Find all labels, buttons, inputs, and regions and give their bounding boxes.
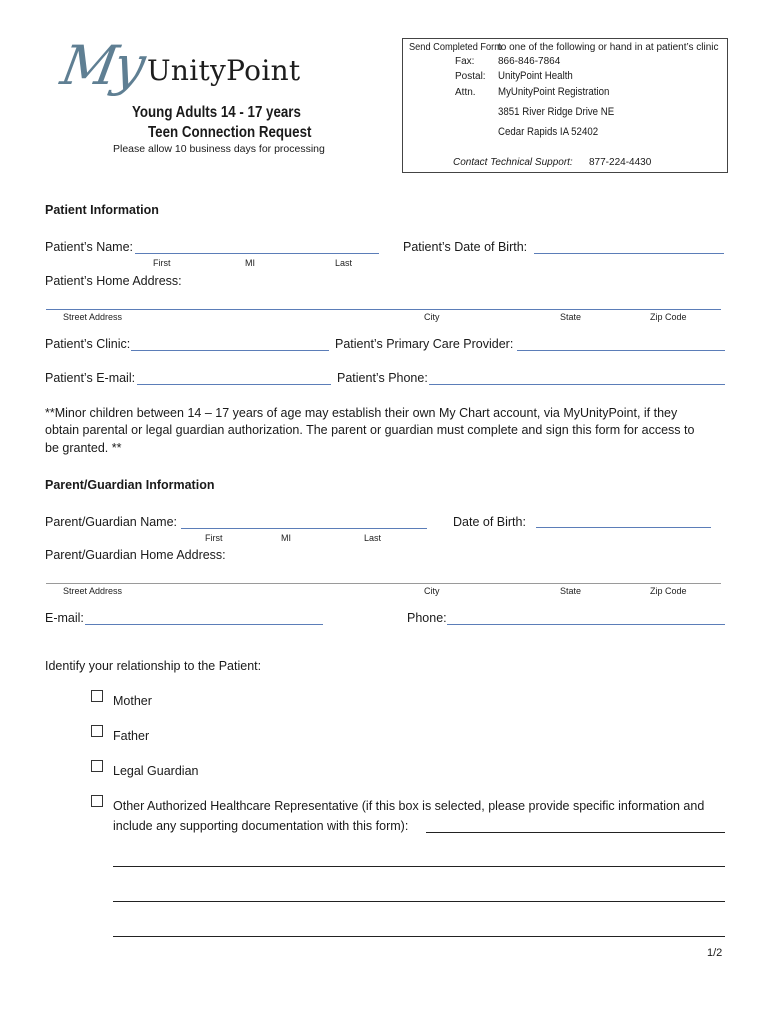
father-checkbox[interactable]: [91, 725, 103, 737]
mi-caption: MI: [245, 258, 255, 268]
zip-caption: Zip Code: [650, 312, 687, 322]
guardian-first-caption: First: [205, 533, 223, 543]
fax-label: Fax:: [455, 56, 475, 67]
support-phone: 877-224-4430: [589, 157, 652, 168]
guardian-email-field[interactable]: [85, 624, 323, 625]
other-info-field-3[interactable]: [113, 901, 725, 902]
fax-value: 866-846-7864: [498, 56, 561, 67]
city-caption: City: [424, 312, 440, 322]
patient-email-field[interactable]: [137, 384, 331, 385]
address-line-1: 3851 River Ridge Drive NE: [498, 106, 615, 118]
patient-dob-field[interactable]: [534, 253, 724, 254]
guardian-phone-label: Phone:: [407, 611, 447, 625]
patient-pcp-field[interactable]: [517, 350, 725, 351]
send-box-header-a: Send Completed Form: [409, 41, 502, 53]
other-info-field-4[interactable]: [113, 936, 725, 937]
legal-guardian-option-label: Legal Guardian: [113, 764, 199, 778]
minor-note-line-3: be granted. **: [45, 441, 122, 455]
minor-note-line-2: obtain parental or legal guardian authorization. The parent or guardian must complete and sign this form for access to: [45, 423, 695, 437]
guardian-address-field[interactable]: [46, 583, 721, 584]
other-info-field-1[interactable]: [426, 832, 725, 833]
patient-name-label: Patient’s Name:: [45, 240, 134, 254]
support-label: Contact Technical Support:: [453, 157, 573, 168]
patient-dob-label: Patient’s Date of Birth:: [403, 240, 528, 254]
guardian-dob-label: Date of Birth:: [453, 515, 526, 529]
postal-label: Postal:: [455, 71, 486, 82]
guardian-home-address-label: Parent/Guardian Home Address:: [45, 548, 226, 562]
other-representative-checkbox[interactable]: [91, 795, 103, 807]
patient-pcp-label: Patient’s Primary Care Provider:: [335, 337, 514, 351]
processing-note: Please allow 10 business days for processing: [113, 143, 325, 155]
patient-address-field[interactable]: [46, 309, 721, 310]
logo-my: My: [56, 34, 148, 97]
patient-phone-field[interactable]: [429, 384, 725, 385]
guardian-mi-caption: MI: [281, 533, 291, 543]
state-caption: State: [560, 312, 582, 322]
patient-info-heading: Patient Information: [45, 203, 159, 217]
relationship-prompt: Identify your relationship to the Patient:: [45, 659, 262, 673]
other-option-label-line-1: Other Authorized Healthcare Representative (if this box is selected, please provide specific information and: [113, 799, 705, 813]
guardian-state-caption: State: [560, 586, 582, 596]
guardian-zip-caption: Zip Code: [650, 586, 687, 596]
guardian-info-heading: Parent/Guardian Information: [45, 478, 215, 492]
guardian-name-label: Parent/Guardian Name:: [45, 515, 178, 529]
send-completed-form-box: [402, 38, 728, 173]
legal-guardian-checkbox[interactable]: [91, 760, 103, 772]
guardian-last-caption: Last: [364, 533, 382, 543]
patient-email-label: Patient’s E-mail:: [45, 371, 136, 385]
guardian-city-caption: City: [424, 586, 440, 596]
mother-checkbox[interactable]: [91, 690, 103, 702]
street-caption: Street Address: [63, 312, 123, 322]
attn-label: Attn.: [455, 87, 476, 98]
attn-value: MyUnityPoint Registration: [498, 86, 610, 98]
first-caption: First: [153, 258, 171, 268]
minor-note-line-1: **Minor children between 14 – 17 years of age may establish their own My Chart account, via MyUnityPoint, if they: [45, 406, 678, 420]
form-title-audience: Young Adults 14 - 17 years: [132, 104, 301, 121]
postal-value: UnityPoint Health: [498, 70, 573, 82]
last-caption: Last: [335, 258, 353, 268]
other-option-label-line-2: include any supporting documentation with this form):: [113, 819, 409, 833]
patient-name-field[interactable]: [135, 253, 379, 254]
send-box-header-b: to one of the following or hand in at patient’s clinic: [498, 42, 719, 53]
guardian-dob-field[interactable]: [536, 527, 711, 528]
patient-phone-label: Patient’s Phone:: [337, 371, 428, 385]
page-number: 1/2: [707, 947, 723, 959]
guardian-street-caption: Street Address: [63, 586, 123, 596]
patient-clinic-field[interactable]: [131, 350, 329, 351]
other-info-field-2[interactable]: [113, 866, 725, 867]
patient-home-address-label: Patient’s Home Address:: [45, 274, 182, 288]
guardian-name-field[interactable]: [181, 528, 427, 529]
patient-clinic-label: Patient’s Clinic:: [45, 337, 131, 351]
address-line-2: Cedar Rapids IA 52402: [498, 126, 599, 138]
guardian-email-label: E-mail:: [45, 611, 84, 625]
mother-option-label: Mother: [113, 694, 152, 708]
form-title: Teen Connection Request: [148, 124, 312, 141]
logo-unitypoint: UnityPoint: [147, 54, 301, 87]
father-option-label: Father: [113, 729, 150, 743]
guardian-phone-field[interactable]: [447, 624, 725, 625]
